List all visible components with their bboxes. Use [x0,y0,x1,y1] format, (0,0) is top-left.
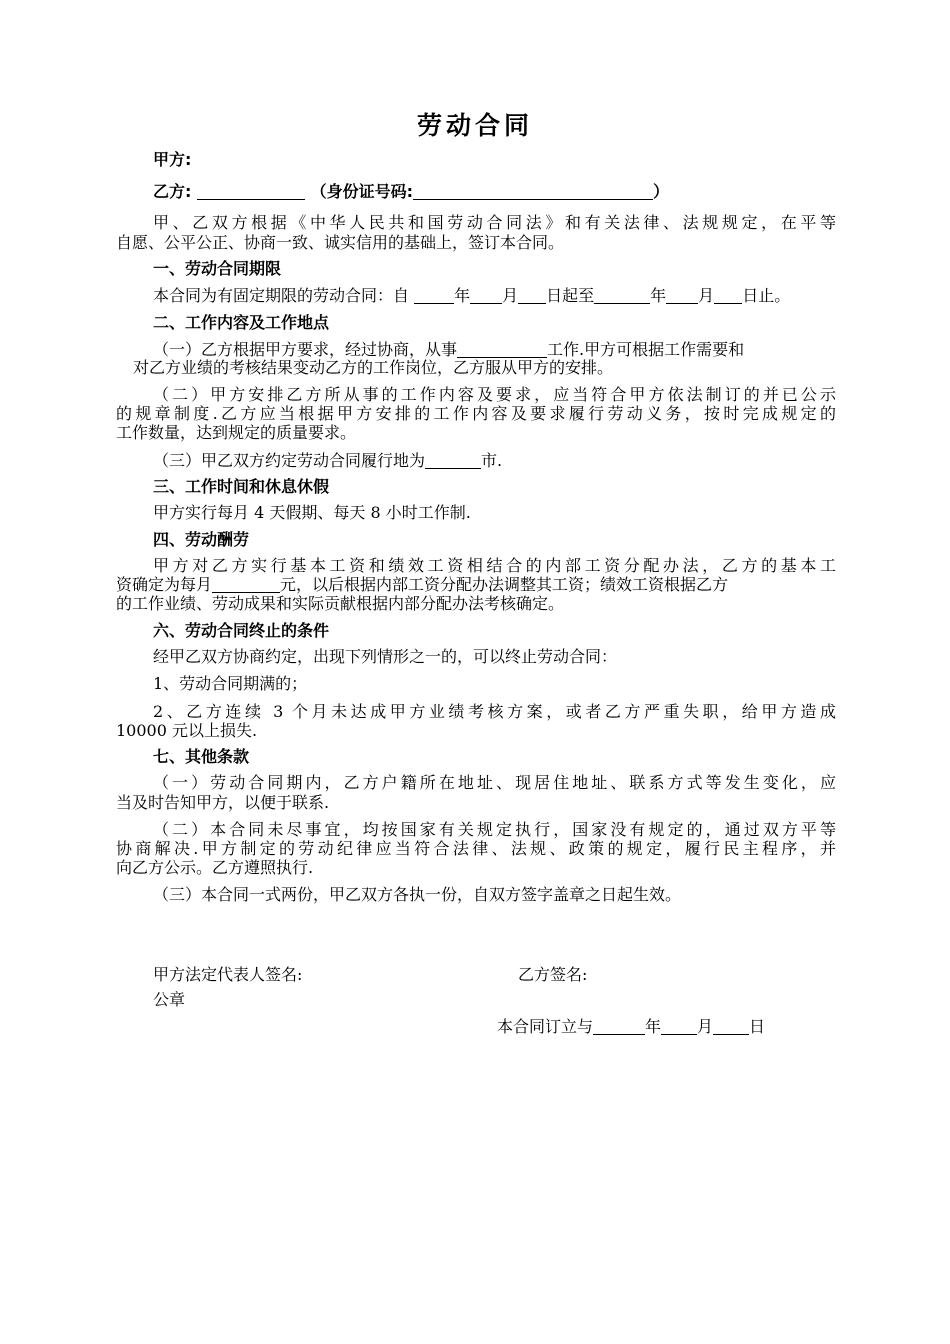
section-7-p1-line-1: （一）劳动合同期内，乙方户籍所在地址、现居住地址、联系方式等发生变化，应 [153,773,836,792]
section-6-item-2-line-2: 10000 元以上损失. [116,721,258,740]
section-2-p2-line-3: 工作数量，达到规定的质量要求。 [116,423,357,442]
section-4-line-3: 的工作业绩、劳动成果和实际贡献根据内部分配办法考核确定。 [116,594,565,613]
intro-line-2: 自愿、公平公正、协商一致、诚实信用的基础上，签订本合同。 [116,233,565,252]
section-3-text: 甲方实行每月 4 天假期、每天 8 小时工作制. [153,503,471,522]
section-2-p3: （三）甲乙双方约定劳动合同履行地为 市. [153,451,503,470]
contract-date-line: 本合同订立与 年 月 日 [497,1017,766,1036]
section-4-line-2: 资确定为每月 元，以后根据内部工资分配办法调整其工资；绩效工资根据乙方 [116,575,729,594]
party-a-label: 甲方: [153,150,192,169]
section-6-heading: 六、劳动合同终止的条件 [153,621,330,640]
work-city-blank [425,452,481,469]
party-a-line [153,150,836,170]
section-2-p1-line-1: （一）乙方根据甲方要求，经过协商，从事 工作.甲方可根据工作需要和 [153,340,745,359]
section-7-p2-line-3: 向乙方公示。乙方遵照执行. [116,858,314,877]
section-6-text: 经甲乙双方协商约定，出现下列情形之一的，可以终止劳动合同： [153,647,618,666]
section-3-heading: 三、工作时间和休息休假 [153,477,330,496]
party-b-name-blank [197,183,305,200]
section-7-p2-line-1: （二）本合同未尽事宜，均按国家有关规定执行，国家没有规定的，通过双方平等 [153,820,836,839]
section-7-p3: （三）本合同一式两份，甲乙双方各执一份，自双方签字盖章之日起生效。 [153,885,682,904]
party-b-label: 乙方: [153,182,192,201]
date-month-blank [661,1018,697,1035]
salary-blank [212,576,280,593]
section-7-p1-line-2: 当及时告知甲方，以便于联系. [116,793,330,812]
intro-line-1: 甲、乙双方根据《中华人民共和国劳动合同法》和有关法律、法规规定，在平等 [153,213,836,232]
official-seal-label: 公章 [153,990,186,1009]
section-7-heading: 七、其他条款 [153,747,250,766]
section-2-p2-line-2: 的规章制度.乙方应当根据甲方安排的工作内容及要求履行劳动义务，按时完成规定的 [116,404,836,423]
section-2-p2-line-1: （二）甲方安排乙方所从事的工作内容及要求，应当符合甲方依法制订的并已公示 [153,385,836,404]
date-day-blank [713,1018,749,1035]
signature-party-b: 乙方签名: [518,965,588,984]
signature-party-a: 甲方法定代表人签名: [153,965,303,984]
section-2-heading: 二、工作内容及工作地点 [153,313,330,332]
date-year-blank [593,1018,645,1035]
id-number-blank [413,183,653,200]
id-number-label: （身份证号码: [310,182,413,201]
job-title-blank [457,341,547,358]
section-6-item-2-line-1: 2、乙方连续 3 个月未达成甲方业绩考核方案，或者乙方严重失职，给甲方造成 [153,702,836,721]
section-7-p2-line-2: 协商解决.甲方制定的劳动纪律应当符合法律、法规、政策的规定，履行民主程序，并 [116,839,836,858]
section-6-item-1: 1、劳动合同期满的； [153,674,308,693]
id-number-close: ） [652,182,669,201]
section-4-heading: 四、劳动酬劳 [153,530,250,549]
party-b-line [153,182,836,202]
page-title: 劳动合同 [416,111,533,140]
section-1-term-line: 本合同为有固定期限的劳动合同：自 年 月 日起至 年 月 日止。 [153,286,791,305]
section-4-line-1: 甲方对乙方实行基本工资和绩效工资相结合的内部工资分配办法，乙方的基本工 [153,556,836,575]
section-2-p1-line-2: 对乙方业绩的考核结果变动乙方的工作岗位，乙方服从甲方的安排。 [133,358,614,377]
section-1-heading: 一、劳动合同期限 [153,259,282,278]
